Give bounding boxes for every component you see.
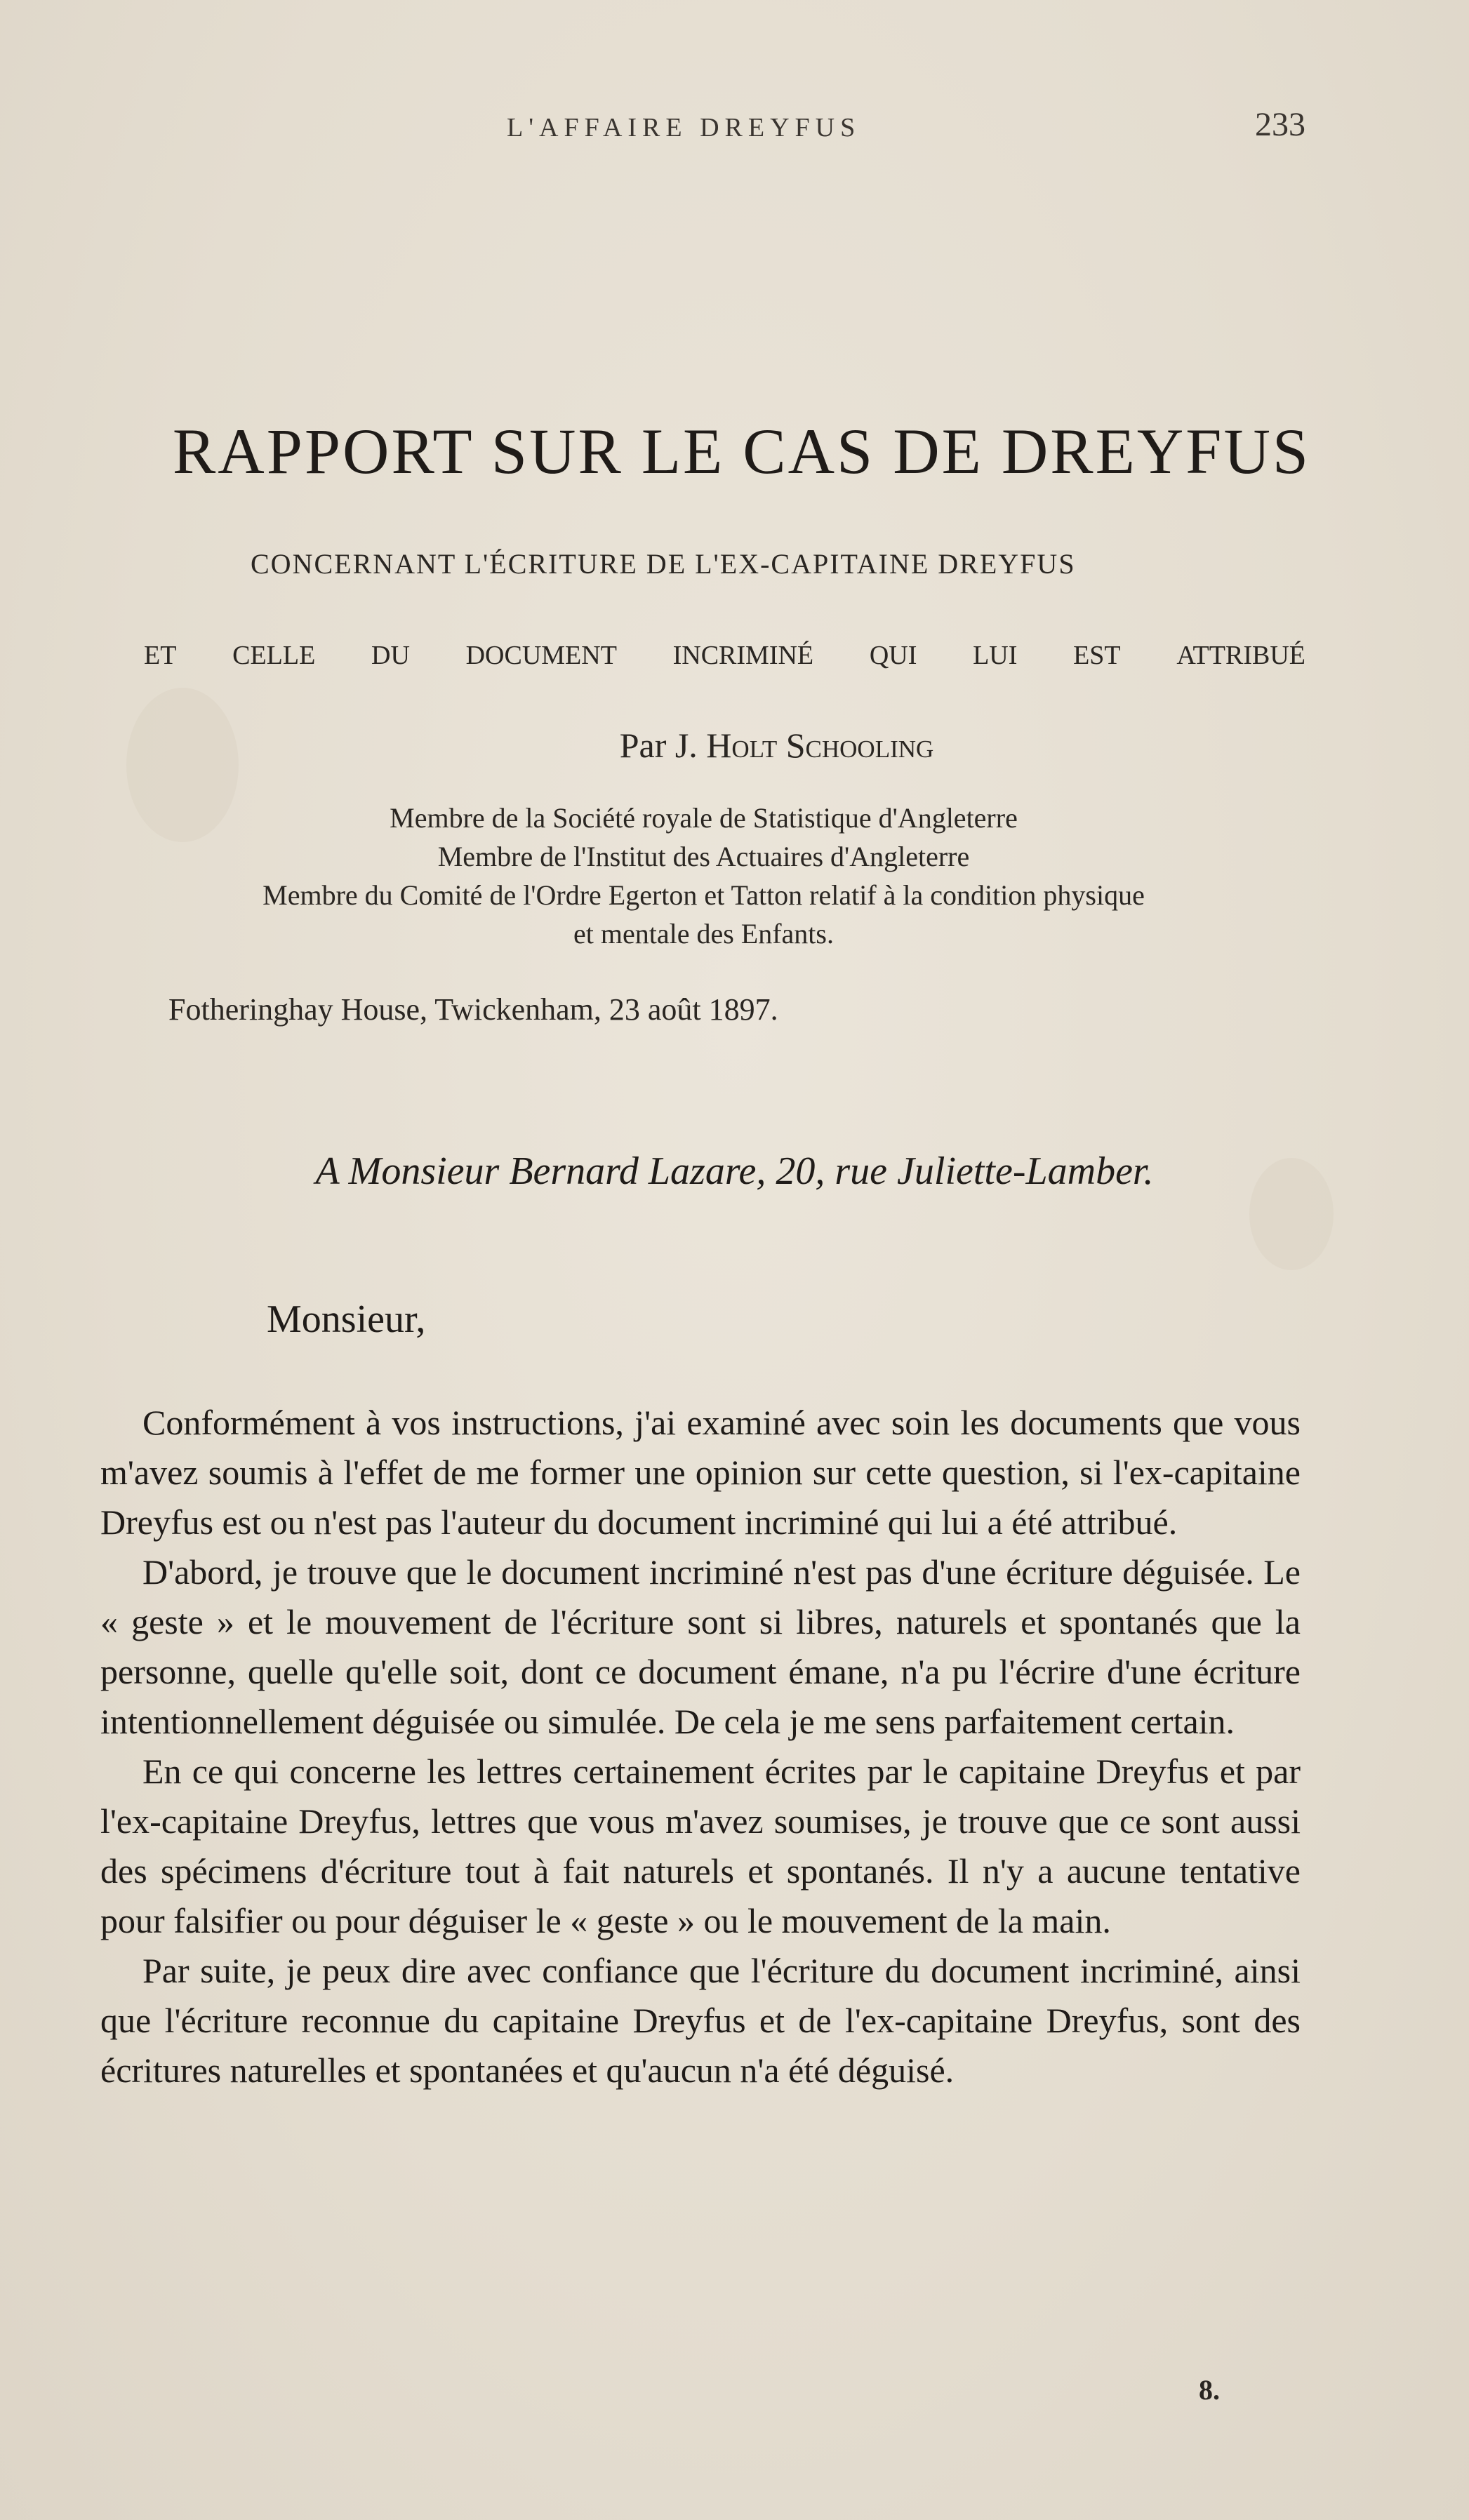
paragraph: En ce qui concerne les lettres certainement écrites par le capitaine Dreyfus et par l'ex-capitaine Dreyfus, lettres que vous m'avez soumises, je trouve que ce sont aussi des spécimens d'écriture tout à fait naturels et spontanés. Il n'y a aucune tentative pour falsifier ou pour déguiser le « geste » ou le mouvement de la main. xyxy=(100,1752,1301,1940)
subtitle-word: CELLE xyxy=(232,641,316,670)
running-title: L'AFFAIRE DREYFUS xyxy=(507,113,861,142)
credential-line: Membre de la Société royale de Statistique d'Angleterre xyxy=(390,802,1018,834)
paragraph: Conformément à vos instructions, j'ai examiné avec soin les documents que vous m'avez soumis à l'effet de me former une opinion sur cette question, si l'ex-capitaine Dreyfus est ou n'est pas l'auteur du document incriminé qui lui a été attribué. xyxy=(100,1403,1301,1542)
credential-line: Membre de l'Institut des Actuaires d'Angleterre xyxy=(437,841,970,872)
salutation: Monsieur, xyxy=(267,1298,426,1341)
page-number: 233 xyxy=(1255,106,1305,143)
author-credentials xyxy=(102,799,1305,953)
subtitle-word: QUI xyxy=(869,641,917,670)
paragraph: D'abord, je trouve que le document incriminé n'est pas d'une écriture déguisée. Le « geste » et le mouvement de l'écriture sont si libres, naturels et spontanés que la personne, quelle qu'elle soit, dont ce document émane, n'a pu l'écrire d'une écriture intentionnellement déguisée ou simulée. De cela je me sens parfaitement certain. xyxy=(100,1552,1301,1741)
subtitle-word: LUI xyxy=(973,641,1018,670)
running-head xyxy=(0,105,1469,147)
subtitle-word: EST xyxy=(1073,641,1121,670)
subtitle-word: DU xyxy=(371,641,410,670)
addressee: A Monsieur Bernard Lazare, 20, rue Juliette-Lamber. xyxy=(315,1149,1154,1193)
credential-line: et mentale des Enfants. xyxy=(573,918,834,949)
signature-mark: 8. xyxy=(1199,2374,1220,2406)
place-date: Fotheringhay House, Twickenham, 23 août 1897. xyxy=(168,992,778,1027)
subtitle-word: ET xyxy=(144,641,177,670)
author-line xyxy=(0,725,1469,766)
subtitle-word: DOCUMENT xyxy=(465,641,617,670)
credential-line: Membre du Comité de l'Ordre Egerton et Tatton relatif à la condition physique xyxy=(262,879,1145,911)
report-title: RAPPORT SUR LE CAS DE DREYFUS xyxy=(172,415,1311,487)
author-name: Holt Schooling xyxy=(706,726,934,765)
letter-body xyxy=(100,1398,1301,2095)
subtitle-word: ATTRIBUÉ xyxy=(1176,641,1305,670)
subtitle-word: INCRIMINÉ xyxy=(672,641,814,670)
paragraph: Par suite, je peux dire avec confiance que l'écriture du document incriminé, ainsi que l'écriture reconnue du capitaine Dreyfus et de l'ex-capitaine Dreyfus, sont des écritures naturelles et spontanées et qu'aucun n'a été déguisé. xyxy=(100,1951,1301,2090)
subtitle-line-2 xyxy=(144,640,1305,671)
author-prefix: Par J. xyxy=(619,726,698,765)
subtitle-line-1: CONCERNANT L'ÉCRITURE DE L'EX-CAPITAINE DREYFUS xyxy=(251,548,1076,580)
